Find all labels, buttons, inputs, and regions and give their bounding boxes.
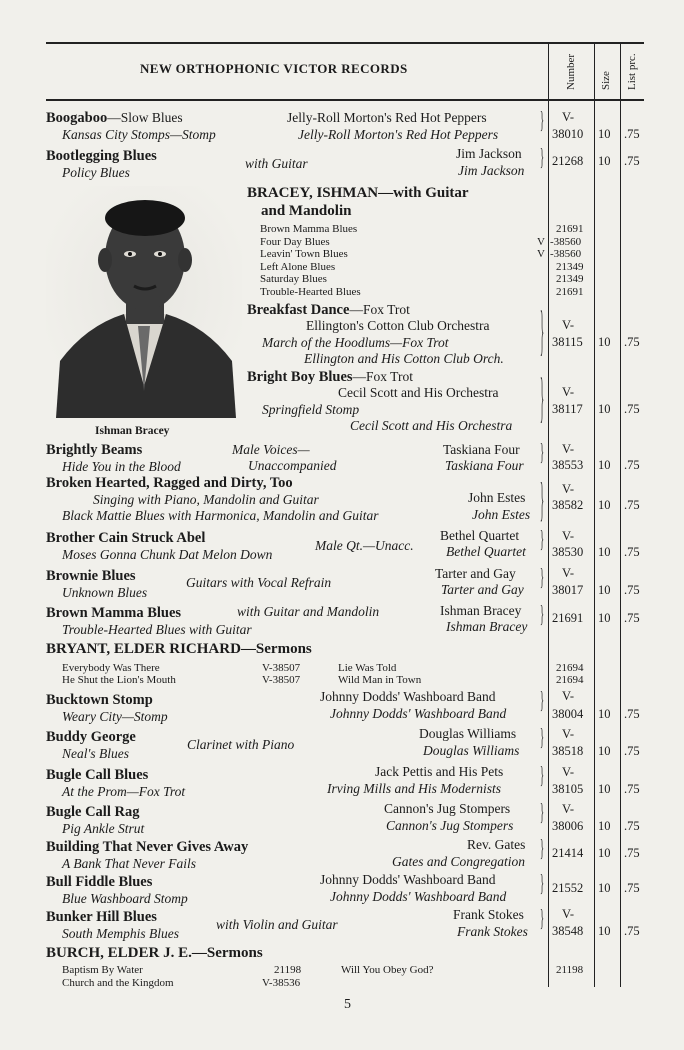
brace: } [540,906,545,932]
song-title: Four Day Blues [260,235,330,248]
record-size: 10 [598,545,611,559]
column-rule-number [548,42,549,987]
entry-title: Boogaboo—Slow Blues [46,110,183,126]
record-price: .75 [624,744,640,758]
entry-title: Bugle Call Rag [46,804,140,820]
entry-sub-artist: Gates and Congregation [392,854,525,869]
entry-artist: Taskiana Four [443,442,520,457]
entry-title: Brightly Beams [46,442,143,458]
record-number: -38560 [550,235,582,248]
record-price: .75 [624,545,640,559]
record-mark [537,261,545,274]
entry-sub-artist: Jim Jackson [458,163,525,178]
record-size: 10 [598,402,611,416]
section-title: BURCH, ELDER J. E.—Sermons [46,945,263,961]
record-size: 10 [598,782,611,796]
record-number: 21414 [552,846,584,860]
song-title: Trouble-Hearted Blues [260,285,361,298]
column-rule-price [620,42,621,987]
brace: } [540,871,545,897]
entry-artist: Johnny Dodds' Washboard Band [320,872,496,887]
entry-title: Bull Fiddle Blues [46,874,153,890]
record-number: -38560 [550,248,582,260]
sermon-number: V-38507 [262,662,301,674]
record-mark: V [537,235,545,248]
record-size: 10 [598,924,611,938]
brace: } [540,527,545,553]
sermon-title: Everybody Was There [62,662,160,674]
entry-description: Guitars with Vocal Refrain [186,575,332,590]
sermon-number: V-38507 [262,674,301,686]
bracey-song-list [260,223,361,298]
sermon-title: Lie Was Told [338,662,397,674]
record-number: 38105 [552,782,584,796]
record-size: 10 [598,846,611,860]
sermon-number: 21198 [274,964,302,976]
record-price: .75 [624,924,640,938]
section-title-cont: and Mandolin [261,203,352,219]
record-number: V- [562,385,575,399]
header-rule [46,99,644,101]
record-price: .75 [624,498,640,512]
record-number: 38010 [552,127,584,141]
record-number: V- [562,482,575,496]
entry-artist: Jelly-Roll Morton's Red Hot Peppers [287,110,487,125]
record-number: 38004 [552,707,584,721]
column-rule-size [594,42,595,987]
entry-artist: John Estes [468,490,526,505]
record-price: .75 [624,782,640,796]
record-size: 10 [598,744,611,758]
record-number: 21552 [552,881,584,895]
bracey-marks [537,223,545,298]
entry-sub-artist: Ellington and His Cotton Club Orch. [304,351,504,366]
record-price: .75 [624,458,640,472]
entry-artist: Ishman Bracey [440,603,522,618]
brace: } [540,565,545,591]
record-price: .75 [624,707,640,721]
entry-subtitle: Springfield Stomp [262,402,360,417]
brace: } [540,800,545,826]
record-number: 21691 [556,285,584,298]
record-size: 10 [598,881,611,895]
brace: } [540,475,545,527]
brace: } [540,688,545,714]
entry-title: Broken Hearted, Ragged and Dirty, Too [46,475,293,491]
sermon-number: V-38536 [262,977,301,989]
column-header-number: Number [565,53,577,90]
record-size: 10 [598,611,611,625]
record-number: 38518 [552,744,584,758]
brace: } [540,108,545,134]
entry-description: Male Qt.—Unacc. [315,538,414,553]
record-price: .75 [624,819,640,833]
section-title: BRYANT, ELDER RICHARD—Sermons [46,641,312,657]
bracey-numbers [550,223,584,298]
record-size: 10 [598,498,611,512]
entry-sub-artist: Frank Stokes [457,924,528,939]
entry-subtitle: Weary City—Stomp [62,709,168,724]
entry-description: Clarinet with Piano [187,737,295,752]
entry-subtitle: Unknown Blues [62,585,148,600]
entry-subtitle: Black Mattie Blues with Harmonica, Mandolin and Guitar [62,508,379,523]
portrait-image [46,186,242,418]
record-number: 21268 [552,154,584,168]
entry-title: Building That Never Gives Away [46,839,249,855]
record-number: 38017 [552,583,584,597]
entry-title: Brother Cain Struck Abel [46,530,206,546]
record-number: 38582 [552,498,584,512]
column-header-size: Size [600,71,612,90]
entry-description: with Violin and Guitar [216,917,338,932]
entry-subtitle: Kansas City Stomps—Stomp [62,127,216,142]
song-title: Left Alone Blues [260,260,336,273]
entry-artist: Jack Pettis and His Pets [375,764,504,779]
entry-title: Bright Boy Blues—Fox Trot [247,369,413,385]
record-size: 10 [598,154,611,168]
entry-subtitle: Trouble-Hearted Blues with Guitar [62,622,252,637]
record-number: 21694 [556,662,584,674]
record-price: .75 [624,846,640,860]
entry-title: Breakfast Dance—Fox Trot [247,302,410,318]
record-number: V- [562,765,575,779]
song-title: Leavin' Town Blues [260,248,348,260]
record-number: V- [562,318,575,332]
record-size: 10 [598,458,611,472]
record-number: V- [562,529,575,543]
record-number: 38117 [552,402,583,416]
sermon-title: Wild Man in Town [338,674,422,686]
record-number: 21349 [556,260,584,273]
record-number: V- [562,802,575,816]
page-number: 5 [344,997,351,1012]
entry-sub-artist: Johnny Dodds' Washboard Band [330,706,507,721]
entry-subtitle: Neal's Blues [62,746,130,761]
entry-artist: Cecil Scott and His Orchestra [338,385,499,400]
portrait-photo [46,186,242,418]
entry-subtitle: Hide You in the Blood [62,459,181,474]
entry-subtitle: March of the Hoodlums—Fox Trot [262,335,449,350]
entry-description: with Guitar and Mandolin [237,604,380,619]
entry-sub-artist: Douglas Williams [423,743,520,758]
record-number: 38006 [552,819,584,833]
record-price: .75 [624,154,640,168]
entry-subtitle: South Memphis Blues [62,926,179,941]
brace: } [540,369,545,430]
record-number: V- [562,907,575,921]
entry-artist: Rev. Gates [467,837,526,852]
photo-caption: Ishman Bracey [95,425,170,437]
entry-subtitle: Blue Washboard Stomp [62,891,188,906]
entry-subtitle: Pig Ankle Strut [62,821,145,836]
column-header-price: List prc. [626,53,638,90]
entry-artist: Tarter and Gay [435,566,516,581]
entry-sub-artist: John Estes [472,507,531,522]
record-number: 21198 [556,964,584,976]
record-number: 21691 [552,611,584,625]
entry-sub-artist: Ishman Bracey [446,619,528,634]
entry-artist: Jim Jackson [456,146,522,161]
entry-title: Bootlegging Blues [46,148,157,164]
entry-sub-artist: Irving Mills and His Modernists [327,781,501,796]
entry-artist: Douglas Williams [419,726,517,741]
record-price: .75 [624,583,640,597]
entry-description: with Guitar [245,156,308,171]
brace: } [540,145,545,171]
record-number: V- [562,442,575,456]
sermon-title: Baptism By Water [62,964,143,976]
record-number: V- [562,727,575,741]
record-number: 38548 [552,924,584,938]
entry-sub-artist: Jelly-Roll Morton's Red Hot Peppers [298,127,499,142]
sermon-title: He Shut the Lion's Mouth [62,674,176,686]
record-mark [537,286,545,299]
entry-artist: Frank Stokes [453,907,524,922]
brace: } [540,440,545,466]
entry-subtitle: Policy Blues [62,165,130,180]
record-number: 38530 [552,545,584,559]
entry-sub-artist: Tarter and Gay [441,582,524,597]
entry-sub-artist: Cannon's Jug Stompers [386,818,514,833]
entry-description: Unaccompanied [248,458,337,473]
record-number: 21694 [556,674,584,686]
brace: } [540,836,545,862]
record-size: 10 [598,127,611,141]
entry-title: Bunker Hill Blues [46,909,157,925]
record-mark [537,223,545,236]
entry-subtitle: At the Prom—Fox Trot [62,784,186,799]
record-number: V- [562,566,575,580]
entry-subtitle: A Bank That Never Fails [62,856,196,871]
entry-artist: Ellington's Cotton Club Orchestra [306,318,490,333]
sermon-title: Church and the Kingdom [62,977,174,989]
record-price: .75 [624,881,640,895]
brace: } [540,763,545,789]
record-mark [537,273,545,286]
song-title: Brown Mamma Blues [260,223,358,235]
record-size: 10 [598,819,611,833]
entry-sub-artist: Cecil Scott and His Orchestra [350,418,513,433]
record-price: .75 [624,611,640,625]
brace: } [540,302,545,363]
entry-title: Bugle Call Blues [46,767,149,783]
record-price: .75 [624,127,640,141]
entry-title: Bucktown Stomp [46,692,153,708]
entry-title: Brown Mamma Blues [46,605,182,621]
entry-artist: Cannon's Jug Stompers [384,801,511,816]
sermon-title: Will You Obey God? [341,964,434,976]
record-size: 10 [598,335,611,349]
entry-title: Brownie Blues [46,568,136,584]
record-number: 21691 [556,223,584,235]
record-number: V- [562,689,575,703]
record-size: 10 [598,707,611,721]
record-number: 38553 [552,458,584,472]
record-number: V- [562,110,575,124]
entry-artist: Johnny Dodds' Washboard Band [320,689,496,704]
entry-sub-artist: Bethel Quartet [446,544,526,559]
page-title: NEW ORTHOPHONIC VICTOR RECORDS [140,61,408,76]
song-title: Saturday Blues [260,273,327,285]
brace: } [540,725,545,751]
top-rule [46,42,644,44]
entry-subtitle: Moses Gonna Chunk Dat Melon Down [62,547,273,562]
entry-artist: Bethel Quartet [440,528,520,543]
brace: } [540,602,545,628]
entry-sub-artist: Taskiana Four [445,458,524,473]
section-title: BRACEY, ISHMAN—with Guitar [247,185,469,201]
record-number: 38115 [552,335,583,349]
record-size: 10 [598,583,611,597]
entry-subtitle: Singing with Piano, Mandolin and Guitar [93,492,319,507]
entry-title: Buddy George [46,729,136,745]
record-price: .75 [624,335,640,349]
record-mark: V [537,248,545,260]
record-number: 21349 [556,273,584,285]
record-price: .75 [624,402,640,416]
entry-description: Male Voices— [232,442,310,457]
entry-sub-artist: Johnny Dodds' Washboard Band [330,889,507,904]
